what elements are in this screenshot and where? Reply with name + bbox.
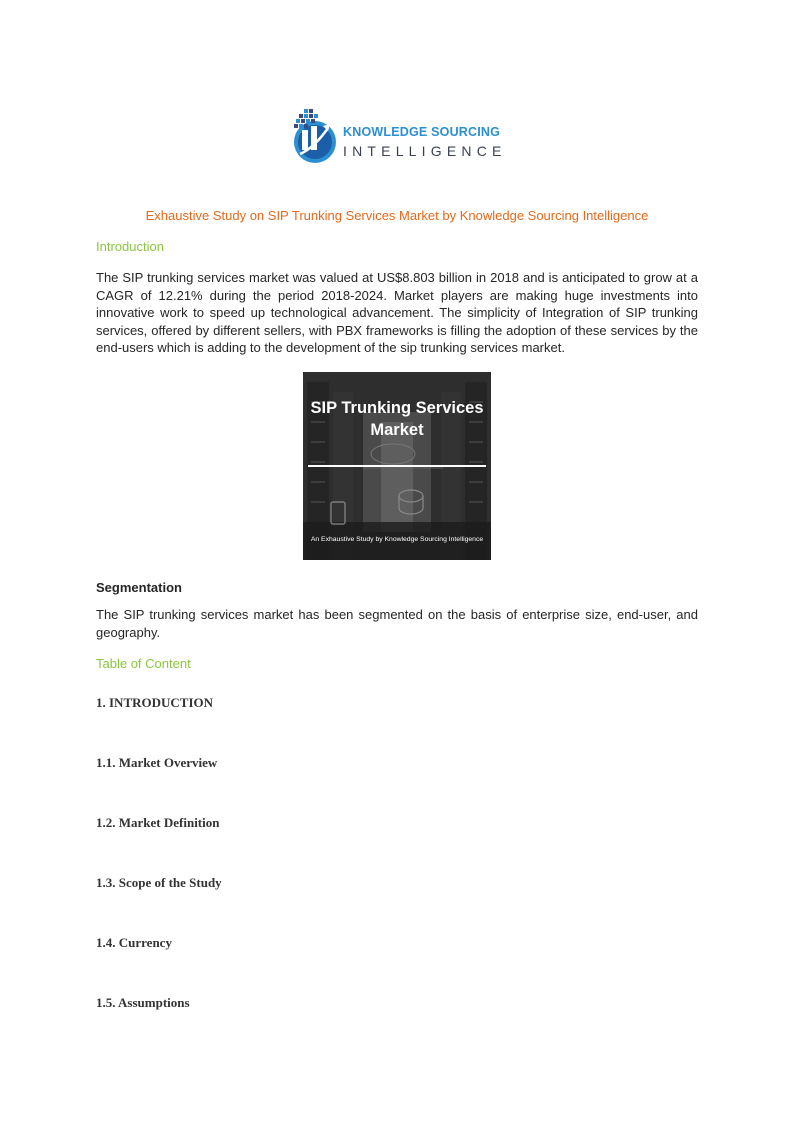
feature-title-line1: SIP Trunking Services: [310, 399, 484, 417]
toc-item: 1.5. Assumptions: [96, 995, 190, 1010]
feature-image-title: [303, 397, 491, 441]
toc-heading: Table of Content: [96, 656, 191, 671]
logo-text-line1: KNOWLEDGE SOURCING: [343, 125, 501, 139]
logo-mark-icon: [290, 106, 340, 166]
toc-item: 1. INTRODUCTION: [96, 695, 214, 710]
feature-image: [303, 372, 491, 560]
company-logo: [290, 106, 510, 166]
segmentation-paragraph: The SIP trunking services market has been segmented on the basis of enterprise size, end-user, and geography.: [96, 607, 698, 640]
toc-item: 1.4. Currency: [96, 935, 172, 950]
feature-title-line2: Market: [370, 421, 424, 439]
introduction-paragraph: The SIP trunking services market was valued at US$8.803 billion in 2018 and is anticipated to grow at a CAGR of 12.21% during the period 2018-2024. Market players are making huge investments into innovative work to speed up technological advancement. The simplicity of Integration of SIP trunking services, offered by different sellers, with PBX frameworks is filling the adoption of these services by the end-users which is adding to the development of the sip trunking services market.: [96, 270, 698, 356]
feature-divider: [308, 465, 486, 467]
toc-item: 1.2. Market Definition: [96, 815, 220, 830]
introduction-heading: Introduction: [96, 239, 164, 254]
toc-item: 1.1. Market Overview: [96, 755, 218, 770]
document-title: Exhaustive Study on SIP Trunking Services Market by Knowledge Sourcing Intelligence: [145, 208, 649, 223]
logo-text-line2: INTELLIGENCE: [343, 143, 507, 159]
toc-item: 1.3. Scope of the Study: [96, 875, 222, 890]
feature-image-caption: An Exhaustive Study by Knowledge Sourcing Intelligence: [310, 536, 484, 543]
segmentation-heading: Segmentation: [96, 580, 182, 595]
